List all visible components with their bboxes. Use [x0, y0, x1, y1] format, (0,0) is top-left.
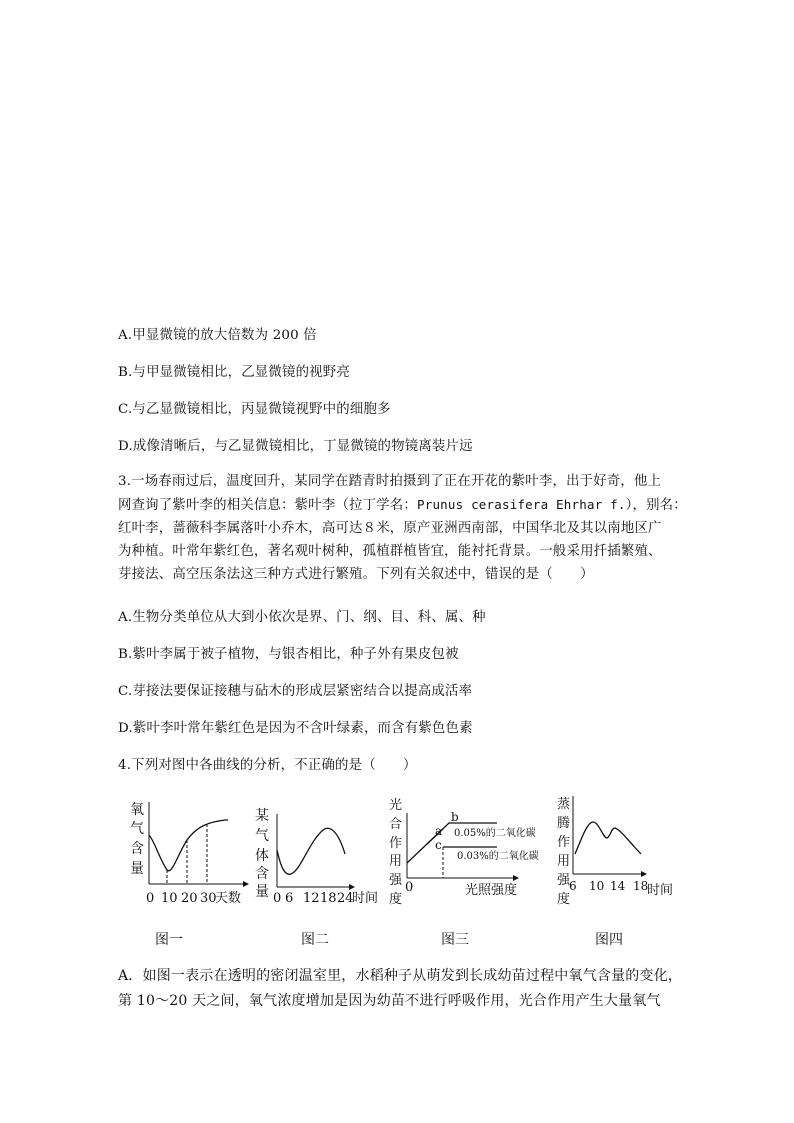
fig3-point-a: a [435, 824, 443, 838]
fig1-origin: 0 [146, 891, 155, 906]
fig3-ylabel-6: 度 [389, 892, 403, 907]
q2-option-d: D.成像清晰后，与乙显微镜相比，丁显微镜的物镜离装片远 [118, 439, 473, 454]
q3-option-b: B.紫叶李属于被子植物，与银杏相比，种子外有果皮包被 [118, 647, 459, 662]
fig3-origin: 0 [405, 880, 414, 895]
fig1-curve [149, 820, 228, 871]
fig4-ylabel-6: 度 [557, 892, 571, 907]
fig1-ylabel-3: 含 [130, 841, 144, 857]
q3-stem-line-4: 为种植。叶常年紫红色，著名观叶树种，孤植群植皆宜，能衬托背景。一般采用扦插繁殖、 [118, 544, 662, 559]
fig4-caption: 图四 [595, 932, 623, 948]
fig2-xlabel: 时间 [352, 891, 379, 906]
q4-option-a-line-1: A．如图一表示在透明的密闭温室里，水稻种子从萌发到长成幼苗过程中氧气含量的变化， [118, 968, 683, 984]
fig3-ylabel-2: 合 [389, 817, 403, 832]
q3-option-d: D.紫叶李叶常年紫红色是因为不含叶绿素，而含有紫色色素 [118, 721, 473, 736]
fig4-tick-10: 10 [589, 879, 605, 893]
q3-stem-line-2-tail: ），别名： [625, 498, 687, 513]
figure-1 [125, 800, 250, 910]
fig4-ylabel-5: 强 [557, 873, 571, 888]
fig4-x-arrow [641, 871, 647, 877]
q3-stem-line-2 [118, 493, 687, 517]
fig4-xlabel: 时间 [647, 883, 674, 898]
q4-option-a-line-2: 第 10～20 天之间，氧气浓度增加是因为幼苗不进行呼吸作用，光合作用产生大量氧气 [118, 993, 661, 1009]
q4-option-a [118, 964, 698, 1014]
fig4-ylabel-2: 腾 [557, 816, 571, 831]
fig1-ylabel-2: 气 [130, 821, 144, 837]
figure-4 [555, 792, 685, 910]
fig2-caption: 图二 [301, 932, 329, 948]
q3-stem-line-2-head: 网查询了紫叶李的相关信息：紫叶李（拉丁学名： [118, 498, 417, 513]
q2-option-b: B.与甲显微镜相比，乙显微镜的视野亮 [118, 365, 350, 380]
q2-option-c: C.与乙显微镜相比，丙显微镜视野中的细胞多 [118, 402, 391, 417]
fig4-ylabel-1: 蒸 [557, 797, 571, 812]
fig3-xlabel: 光照强度 [465, 883, 518, 898]
fig2-origin: 0 [273, 891, 282, 906]
fig3-series-high: 0.05%的二氧化碳 [454, 828, 536, 839]
fig1-ylabel-4: 量 [130, 861, 144, 877]
fig1-xlabel: 天数 [215, 891, 242, 906]
fig3-ylabel-5: 强 [389, 873, 403, 888]
fig1-tick-10: 10 [161, 891, 178, 906]
fig1-tick-30: 30 [200, 891, 217, 906]
q4-stem: 4.下列对图中各曲线的分析，不正确的是（ ） [118, 758, 417, 773]
q3-stem-line-5: 芽接法、高空压条法这三种方式进行繁殖。下列有关叙述中，错误的是（ ） [118, 567, 594, 582]
fig3-ylabel-3: 作 [389, 836, 403, 851]
fig2-tick-24: 24 [337, 891, 354, 906]
q3-stem [118, 470, 687, 586]
q3-option-a: A.生物分类单位从大到小依次是界、门、纲、目、科、属、种 [118, 610, 486, 625]
fig4-curve [575, 822, 641, 854]
q3-option-c: C.芽接法要保证接穗与砧木的形成层紧密结合以提高成活率 [118, 684, 473, 699]
fig2-ylabel-1: 某 [255, 808, 269, 824]
fig2-tick-12: 12 [303, 891, 320, 906]
fig2-x-arrow [349, 884, 355, 890]
fig4-tick-18: 18 [633, 879, 649, 893]
fig2-ylabel-4: 含 [255, 866, 269, 882]
latin-name: Prunus cerasifera Ehrhar f. [417, 497, 626, 512]
q3-stem-line-1: 3.一场春雨过后，温度回升，某同学在踏青时拍摄到了正在开花的紫叶李，出于好奇，他上 [118, 474, 662, 489]
fig3-ylabel-1: 光 [389, 798, 403, 813]
fig2-ylabel-2: 气 [255, 828, 269, 844]
fig3-series-low: 0.03%的二氧化碳 [457, 851, 539, 862]
q3-stem-line-3: 红叶李，蔷薇科李属落叶小乔木，高可达８米，原产亚洲西南部，中国华北及其以南地区广 [118, 521, 662, 536]
q2-option-a: A.甲显微镜的放大倍数为 200 倍 [118, 328, 317, 343]
fig2-tick-18: 18 [320, 891, 337, 906]
fig1-caption: 图一 [155, 932, 183, 948]
fig2-ylabel-3: 体 [255, 848, 269, 864]
fig4-ylabel-4: 用 [557, 854, 571, 869]
fig4-tick-14: 14 [610, 879, 626, 893]
fig3-x-arrow [513, 875, 519, 881]
fig3-ylabel-4: 用 [389, 854, 403, 869]
fig1-ylabel-1: 氧 [130, 802, 144, 818]
fig4-tick-6: 6 [569, 879, 577, 893]
fig1-x-arrow [243, 881, 249, 887]
fig2-tick-6: 6 [285, 891, 294, 906]
fig3-caption: 图三 [441, 932, 469, 948]
fig3-point-c: c [435, 838, 442, 852]
fig3-point-b: b [451, 810, 459, 824]
fig4-ylabel-3: 作 [557, 835, 571, 850]
fig2-ylabel-5: 量 [255, 884, 269, 900]
fig2-curve [277, 828, 345, 874]
figure-3 [387, 795, 547, 910]
figure-2 [255, 800, 385, 910]
fig1-tick-20: 20 [181, 891, 198, 906]
